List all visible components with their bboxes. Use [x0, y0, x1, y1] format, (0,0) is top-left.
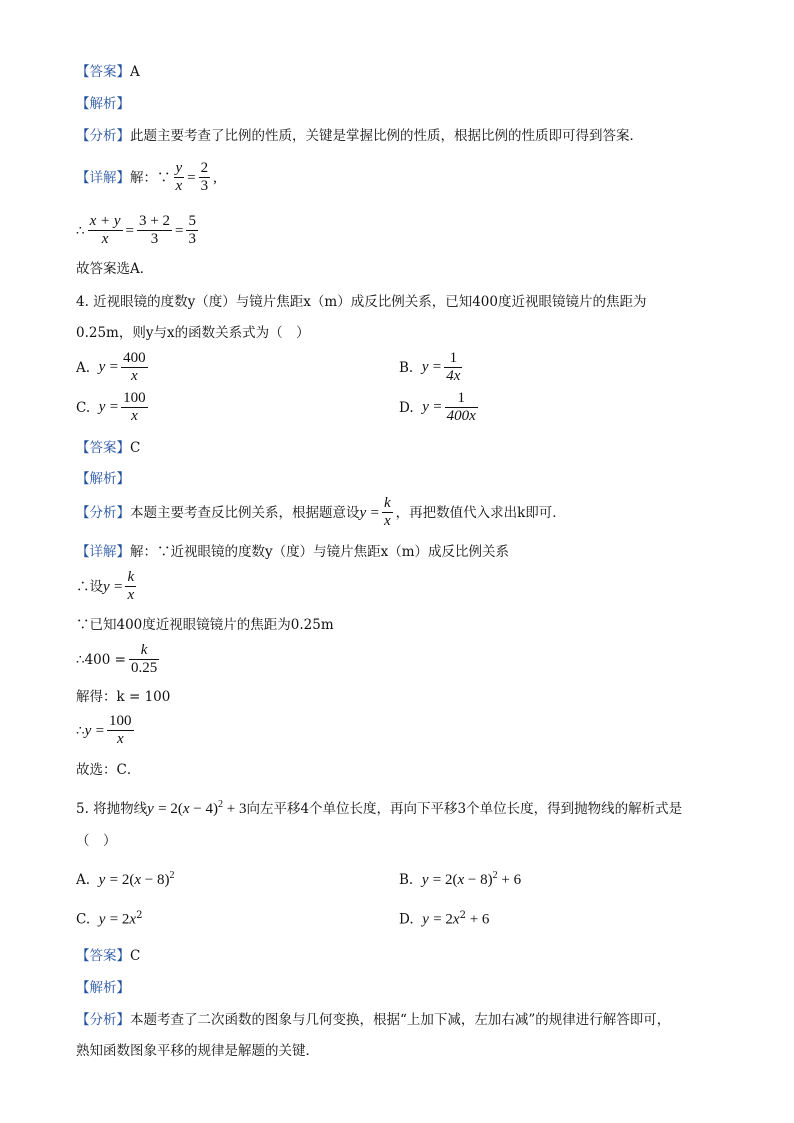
q4-conclusion: 故选：C．	[76, 762, 141, 778]
q5-fenxi-line1	[76, 1010, 670, 1030]
q3-analysis-heading	[76, 94, 130, 114]
answer-value: A	[130, 64, 140, 80]
q4-answer-line	[76, 438, 140, 458]
option-label: A.	[76, 359, 91, 376]
q3-conclusion: 故答案选A．	[76, 261, 154, 277]
q5-analysis-heading	[76, 978, 130, 998]
fenxi-text: 此题主要考查了比例的性质，关键是掌握比例的性质，根据比例的性质即可得到答案．	[130, 128, 643, 144]
option-label: C.	[76, 911, 91, 928]
q4-step-known: ∵已知400度近视眼镜镜片的焦距为0.25m	[76, 617, 334, 633]
answer-value: C	[130, 948, 141, 964]
option-label: B.	[399, 872, 414, 888]
fraction-x-plus-y-over-x: $\frac{x + y}{x}$	[89, 213, 121, 247]
q3-therefore-line: ∴ $\frac{x + y}{x}$ = $\frac{3 + 2}{3}$ = $\frac{5}{3}$	[76, 213, 196, 247]
q3-answer-line	[76, 62, 140, 82]
fenxi-pre: 本题主要考查反比例关系，根据题意设	[130, 504, 360, 521]
fraction-3-plus-2-over-3: $\frac{3 + 2}{3}$	[139, 213, 170, 247]
option-label: D.	[399, 399, 414, 416]
option-label: C.	[76, 399, 91, 416]
fraction-y-over-x: $\frac{y}{x}$	[175, 160, 183, 194]
q3-detail-line: 【详解】 解：∵ $\frac{y}{x}$ = $\frac{2}{3}$ ,	[76, 160, 217, 194]
fraction-k-over-025: $\frac{k}{0.25}$	[130, 642, 158, 676]
q4-option-d[interactable]: D. y = $\frac{1}{400x}$	[399, 390, 476, 424]
fenxi-post: ，再把数值代入求出k即可．	[395, 504, 566, 521]
option-fraction: $\frac{100}{x}$	[123, 390, 146, 424]
fraction-100-over-x: $\frac{100}{x}$	[109, 713, 132, 747]
q5-answer-line	[76, 946, 140, 966]
fraction-k-over-x: $\frac{k}{x}$	[383, 495, 391, 529]
q4-option-c[interactable]: C. y = $\frac{100}{x}$	[76, 390, 146, 424]
q4-detail-line	[76, 542, 509, 562]
q5-stem-line1: 5. 将抛物线$y = 2(x - 4)^2 + 3$向左平移4个单位长度，再向下平移3个单位长度，得到抛物线的解析式是	[76, 799, 683, 817]
q5-option-d[interactable]: D. $y = 2x^2 + 6$	[399, 910, 490, 928]
fraction-2-over-3: $\frac{2}{3}$	[200, 160, 209, 194]
q4-option-b[interactable]: B. y = $\frac{1}{4x}$	[399, 350, 461, 384]
detail-tag: 【详解】	[76, 544, 130, 560]
fenxi-tag: 【分析】	[76, 128, 130, 144]
detail-tag: 【详解】	[76, 169, 130, 186]
q5-fenxi-line2: 熟知函数图象平移的规律是解题的关键．	[76, 1043, 319, 1059]
option-label: B.	[399, 359, 414, 376]
option-fraction: $\frac{1}{400x}$	[446, 390, 476, 424]
q4-option-a[interactable]: A. y = $\frac{400}{x}$	[76, 350, 146, 384]
answer-tag: 【答案】	[76, 948, 130, 964]
therefore-symbol: ∴	[76, 222, 85, 239]
fenxi-tag: 【分析】	[76, 504, 130, 521]
q3-fenxi-line	[76, 126, 643, 146]
q5-option-c[interactable]: C. $y = 2x^2$	[76, 910, 143, 928]
option-label: D.	[399, 911, 414, 928]
option-label: A.	[76, 872, 91, 888]
q4-stem-line2: 0.25m，则y与x的函数关系式为（ ）	[76, 325, 310, 341]
q5-stem-line2: （ ）	[76, 833, 117, 849]
fenxi-tag: 【分析】	[76, 1012, 130, 1028]
fenxi-text: 本题考查了二次函数的图象与几何变换，根据“上加下减，左加右减”的规律进行解答即可，	[130, 1012, 671, 1028]
detail-text: 解：∵近视眼镜的度数y（度）与镜片焦距x（m）成反比例关系	[130, 544, 510, 560]
q4-step-result: ∴ y = $\frac{100}{x}$	[76, 713, 132, 747]
q4-stem-line1: 4. 近视眼镜的度数y（度）与镜片焦距x（m）成反比例关系，已知400度近视眼镜镜片的焦距为	[76, 294, 647, 310]
q4-fenxi-line: 【分析】 本题主要考查反比例关系，根据题意设 y = $\frac{k}{x}$ ，再把数值代入求出k即可．	[76, 495, 566, 529]
analysis-tag: 【解析】	[76, 980, 130, 996]
analysis-tag: 【解析】	[76, 96, 130, 112]
option-fraction: $\frac{400}{x}$	[123, 350, 146, 384]
fraction-5-over-3: $\frac{5}{3}$	[188, 213, 196, 247]
q4-step-solve: 解得：k = 100	[76, 689, 171, 705]
answer-tag: 【答案】	[76, 64, 130, 80]
detail-lead: 解：∵	[130, 169, 171, 186]
answer-tag: 【答案】	[76, 440, 130, 456]
answer-value: C	[130, 440, 141, 456]
q4-analysis-heading	[76, 469, 130, 489]
fraction-k-over-x: $\frac{k}{x}$	[127, 569, 135, 603]
q4-step-equation: ∴400 = $\frac{k}{0.25}$	[76, 642, 158, 676]
option-fraction: $\frac{1}{4x}$	[446, 350, 461, 384]
analysis-tag: 【解析】	[76, 471, 130, 487]
q5-option-a[interactable]: A. $y = 2(x - 8)^2$	[76, 870, 175, 888]
q5-option-b[interactable]: B. $y = 2(x - 8)^2 + 6$	[399, 870, 522, 888]
q4-step-set: ∴设 y = $\frac{k}{x}$	[76, 569, 135, 603]
